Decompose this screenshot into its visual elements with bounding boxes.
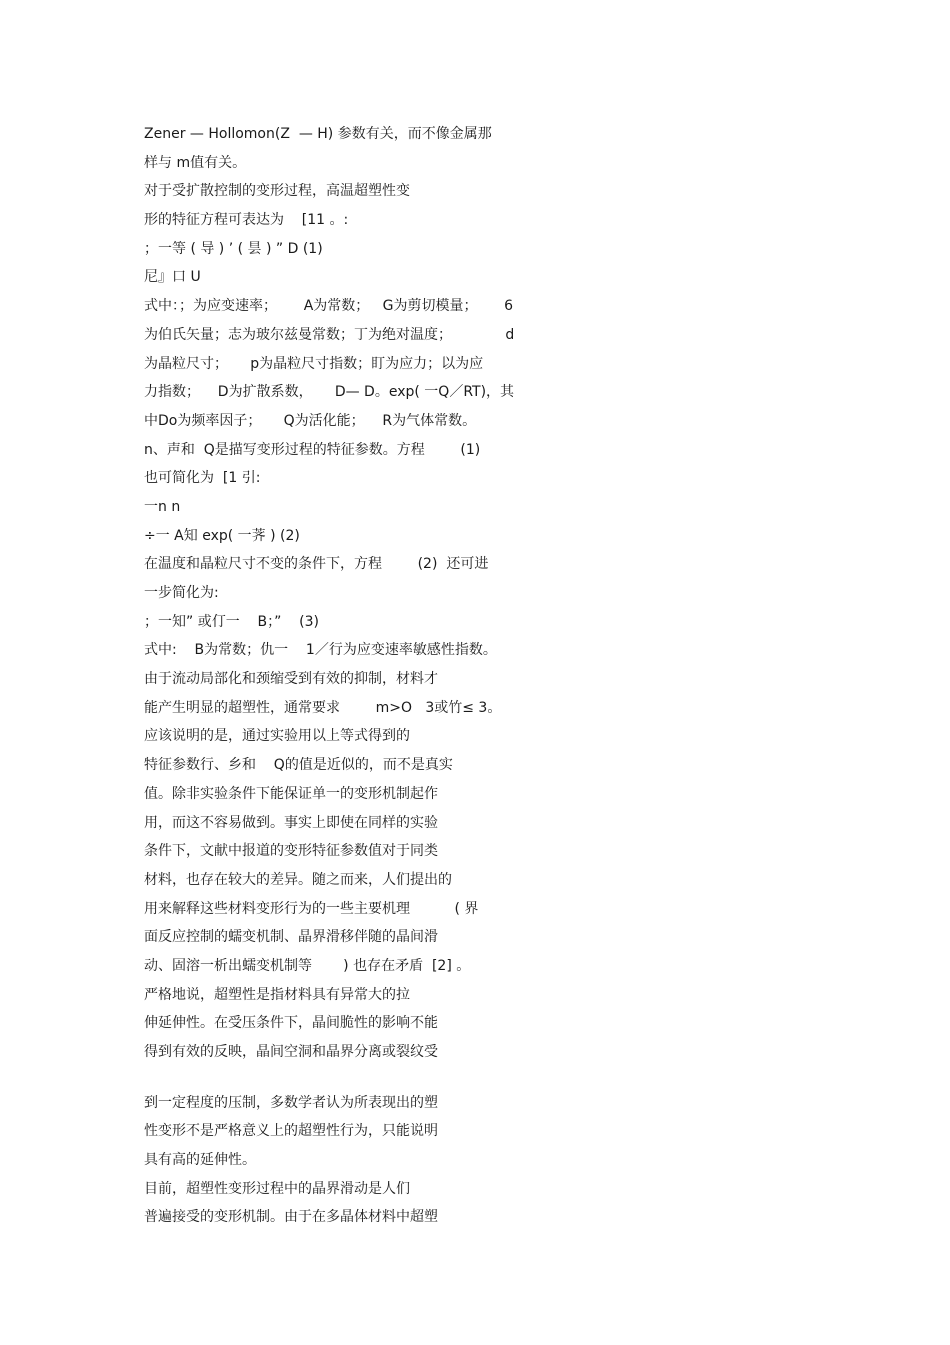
text-line: 一n n bbox=[144, 498, 181, 515]
text-line: 中Do为频率因子； Q为活化能； R为气体常数。 bbox=[144, 412, 477, 429]
text-line: 在温度和晶粒尺寸不变的条件下，方程 (2) 还可进 bbox=[144, 556, 489, 573]
paragraph-group-2 bbox=[144, 1089, 564, 1232]
text-line: 用来解释这些材料变形行为的一些主要机理 ( 界 bbox=[144, 900, 479, 917]
text-line: ；一等 ( 导 ) ’ ( 昙 ) ” D (1) bbox=[144, 240, 323, 257]
text-line: 样与 m值有关。 bbox=[144, 154, 247, 171]
text-line: 材料，也存在较大的差异。随之而来，人们提出的 bbox=[144, 871, 452, 888]
text-line: 严格地说，超塑性是指材料具有异常大的拉 bbox=[144, 986, 410, 1003]
text-line: 形的特征方程可表达为 [11 。: bbox=[144, 212, 349, 229]
text-line: 由于流动局部化和颈缩受到有效的抑制，材料才 bbox=[144, 671, 438, 688]
text-line: 普遍接受的变形机制。由于在多晶体材料中超塑 bbox=[144, 1209, 438, 1226]
paragraph-group-1 bbox=[144, 120, 564, 1067]
text-line: 面反应控制的蠕变机制、晶界滑移伴随的晶间滑 bbox=[144, 929, 438, 946]
text-line: 也可简化为 [1 引: bbox=[144, 470, 261, 487]
text-line: 对于受扩散控制的变形过程，高温超塑性变 bbox=[144, 183, 410, 200]
text-line: ；一知” 或仃一 B；” (3) bbox=[144, 613, 319, 630]
text-line: 动、固溶一析出蠕变机制等 ) 也存在矛盾 [2] 。 bbox=[144, 957, 471, 974]
section-gap bbox=[144, 1067, 564, 1089]
text-line: 伸延伸性。在受压条件下，晶间脆性的影响不能 bbox=[144, 1015, 438, 1032]
text-line: 为晶粒尺寸； p为晶粒尺寸指数；盯为应力；以为应 bbox=[144, 355, 484, 372]
text-line: 值。除非实验条件下能保证单一的变形机制起作 bbox=[144, 785, 438, 802]
text-line: 得到有效的反映，晶间空洞和晶界分离或裂纹受 bbox=[144, 1044, 438, 1060]
text-line: 式中: B为常数；仇一 1／行为应变速率敏感性指数。 bbox=[144, 642, 497, 659]
text-line: 性变形不是严格意义上的超塑性行为，只能说明 bbox=[144, 1123, 438, 1140]
text-line: 用，而这不容易做到。事实上即使在同样的实验 bbox=[144, 814, 438, 831]
text-line: 能产生明显的超塑性，通常要求 m>O 3或竹≤ 3。 bbox=[144, 699, 502, 716]
text-line: 到一定程度的压制，多数学者认为所表现出的塑 bbox=[144, 1094, 438, 1111]
text-line: 具有高的延伸性。 bbox=[144, 1152, 256, 1169]
text-line: 尼』口 U bbox=[144, 269, 201, 286]
text-line: 目前，超塑性变形过程中的晶界滑动是人们 bbox=[144, 1180, 410, 1197]
text-line: 特征参数行、乡和 Q的值是近似的，而不是真实 bbox=[144, 757, 453, 774]
body-text bbox=[144, 120, 564, 1232]
text-line: 为伯氏矢量；志为玻尔兹曼常数；丁为绝对温度； d bbox=[144, 326, 515, 343]
text-line: ÷一 A知 exp( 一荠 ) (2) bbox=[144, 527, 300, 544]
text-line: 一步简化为: bbox=[144, 585, 219, 601]
text-line: 式中：；为应变速率； A为常数； G为剪切模量； 6 bbox=[144, 298, 514, 315]
text-line: 应该说明的是，通过实验用以上等式得到的 bbox=[144, 728, 410, 745]
text-line: Zener — Hollomon(Z — H) 参数有关，而不像金属那 bbox=[144, 126, 492, 142]
text-line: n、声和 Q是描写变形过程的特征参数。方程 (1) bbox=[144, 441, 481, 458]
text-line: 力指数； D为扩散系数， D— D。exp( 一Q／RT)，其 bbox=[144, 384, 515, 401]
text-line: 条件下，文献中报道的变形特征参数值对于同类 bbox=[144, 843, 438, 860]
